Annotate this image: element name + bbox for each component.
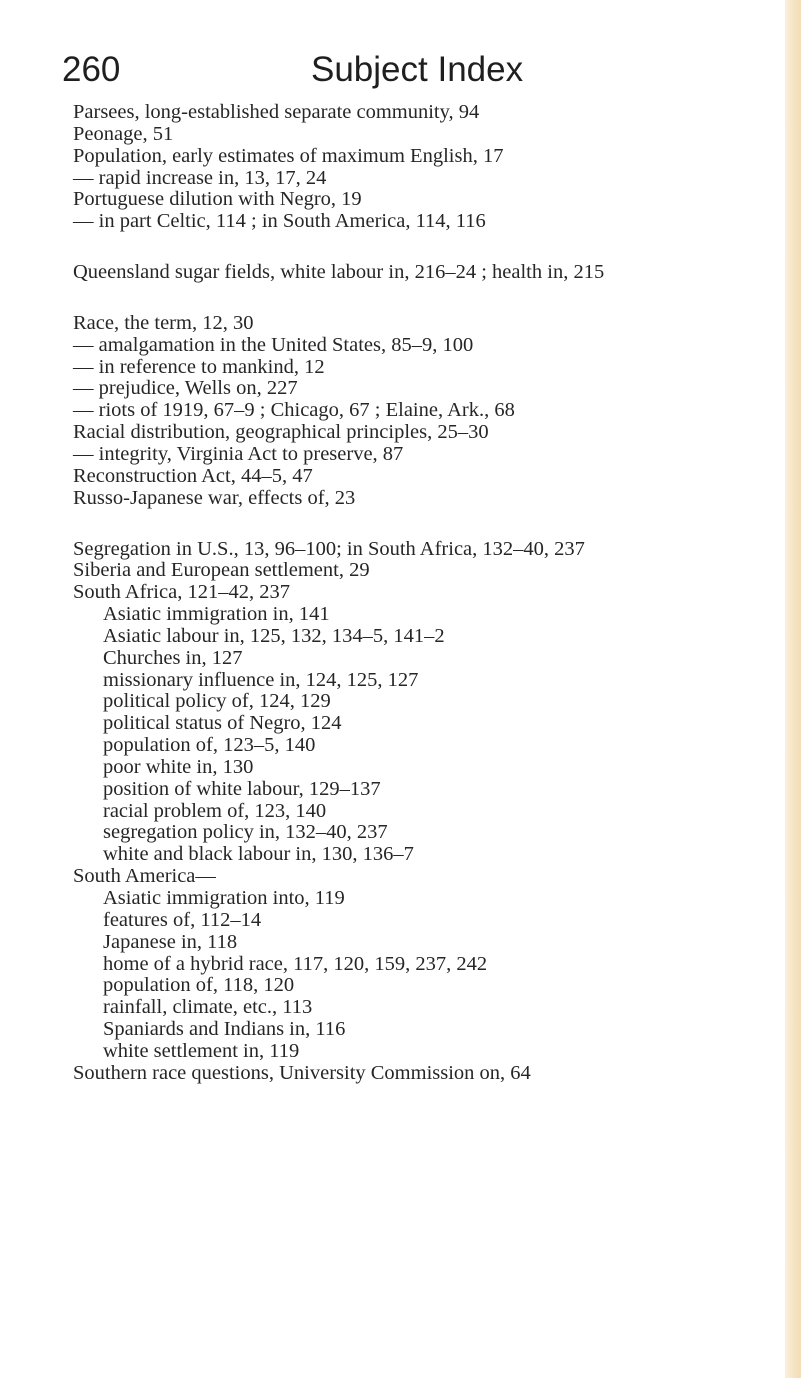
- index-entry: Race, the term, 12, 30: [73, 311, 254, 334]
- index-entry: Portuguese dilution with Negro, 19: [73, 188, 362, 211]
- index-subentry: political status of Negro, 124: [103, 712, 342, 735]
- page-title: Subject Index: [311, 50, 524, 89]
- index-entry: Siberia and European settlement, 29: [73, 559, 370, 582]
- index-subentry: Asiatic immigration in, 141: [103, 603, 330, 626]
- index-subentry: poor white in, 130: [103, 755, 254, 778]
- index-subentry: segregation policy in, 132–40, 237: [103, 821, 388, 844]
- index-entry: — in reference to mankind, 12: [73, 355, 325, 378]
- index-subentry: racial problem of, 123, 140: [103, 799, 327, 822]
- index-subentry: Asiatic immigration into, 119: [103, 887, 345, 909]
- index-entry: Queensland sugar fields, white labour in, 216–24 ; health in, 215: [73, 261, 605, 284]
- index-subentry: position of white labour, 129–137: [103, 777, 381, 800]
- subject-index-body: [73, 102, 763, 1085]
- index-entry: — integrity, Virginia Act to preserve, 87: [73, 442, 404, 465]
- index-entry: Racial distribution, geographical principles, 25–30: [73, 421, 489, 444]
- index-subentry: Spaniards and Indians in, 116: [103, 1018, 346, 1041]
- index-subentry: population of, 118, 120: [103, 974, 295, 997]
- page-edge: [785, 0, 801, 1378]
- index-entry: South Africa, 121–42, 237: [73, 581, 290, 604]
- page-number: 260: [62, 50, 121, 89]
- index-entry: Russo-Japanese war, effects of, 23: [73, 486, 356, 509]
- index-group-s: [73, 539, 763, 1085]
- index-entry: — rapid increase in, 13, 17, 24: [73, 166, 327, 189]
- index-subentry: Churches in, 127: [103, 646, 243, 669]
- index-subentry: Asiatic labour in, 125, 132, 134–5, 141–2: [103, 624, 445, 647]
- index-subentry: population of, 123–5, 140: [103, 734, 316, 757]
- index-entry: — prejudice, Wells on, 227: [73, 377, 298, 400]
- index-entry: — riots of 1919, 67–9 ; Chicago, 67 ; Elaine, Ark., 68: [73, 399, 515, 422]
- index-entry: Southern race questions, University Commission on, 64: [73, 1061, 531, 1084]
- index-subentry: white and black labour in, 130, 136–7: [103, 843, 414, 866]
- index-subentry: white settlement in, 119: [103, 1039, 300, 1062]
- index-group-r: [73, 313, 763, 510]
- index-subentry: home of a hybrid race, 117, 120, 159, 237, 242: [103, 952, 488, 975]
- index-entry: — amalgamation in the United States, 85–9, 100: [73, 333, 474, 356]
- index-entry: South America—: [73, 865, 216, 888]
- index-subentry: political policy of, 124, 129: [103, 690, 331, 713]
- index-group-p: [73, 102, 763, 233]
- page-header: [62, 44, 762, 96]
- index-entry: Population, early estimates of maximum English, 17: [73, 144, 504, 167]
- index-entry: Parsees, long-established separate community, 94: [73, 101, 480, 123]
- index-subentry: rainfall, climate, etc., 113: [103, 996, 313, 1019]
- index-subentry: missionary influence in, 124, 125, 127: [103, 668, 419, 691]
- index-group-q: [73, 262, 763, 284]
- index-entry: — in part Celtic, 114 ; in South America, 114, 116: [73, 210, 486, 233]
- index-subentry: Japanese in, 118: [103, 930, 238, 953]
- index-entry: Segregation in U.S., 13, 96–100; in South Africa, 132–40, 237: [73, 537, 585, 560]
- index-subentry: features of, 112–14: [103, 908, 262, 931]
- index-entry: Peonage, 51: [73, 122, 174, 145]
- index-entry: Reconstruction Act, 44–5, 47: [73, 464, 313, 487]
